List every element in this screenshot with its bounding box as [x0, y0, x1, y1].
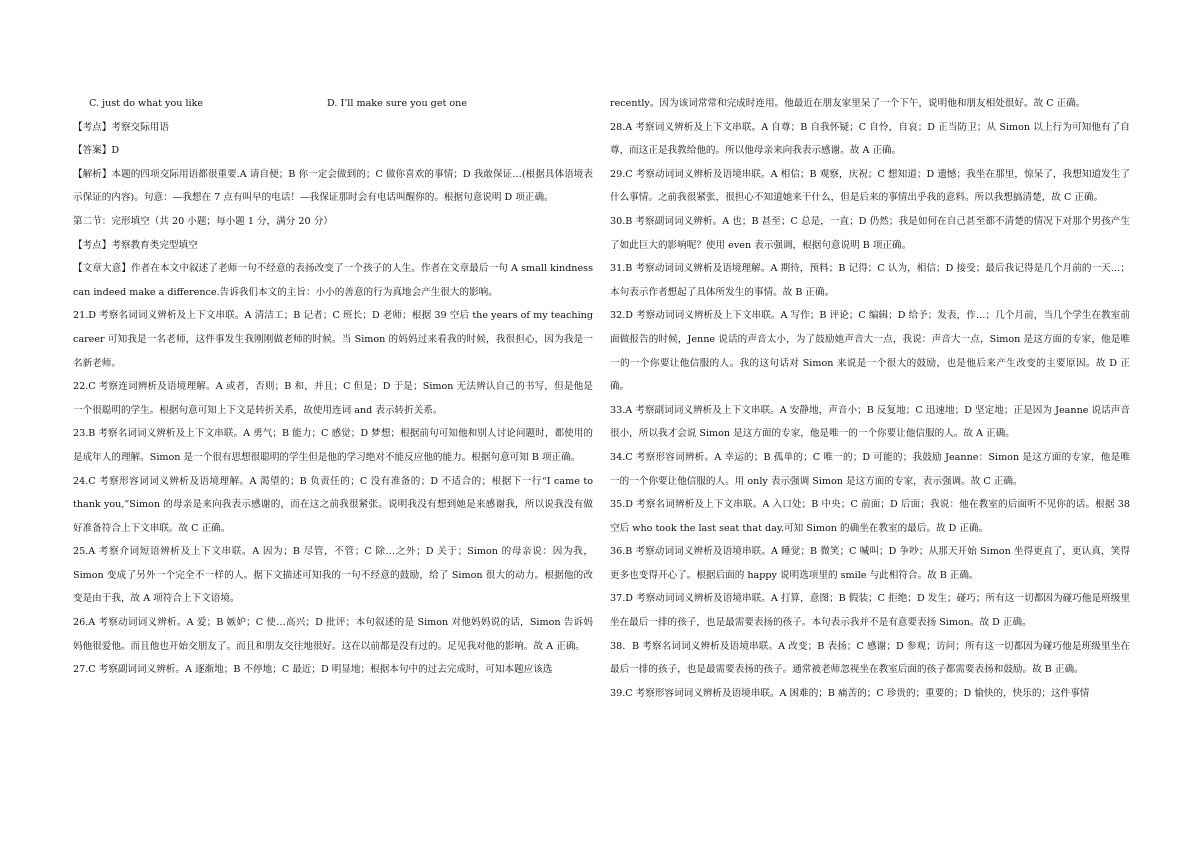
- answer-explanation: 29.C 考察动词词义辨析及语境串联。A 相信；B 观察，庆祝；C 想知道；D 遗憾；我坐在那里，惊呆了，我想知道发生了什么事情。之前我很紧张，很担心不知道她来干什么，但是后来的事情出乎我的意料。所以我想搞清楚，故 C 正确。: [610, 168, 1130, 204]
- option-c: C. just do what you like: [89, 98, 204, 109]
- right-column: [610, 92, 1130, 705]
- answer-explanation: 23.B 考察名词词义辨析及上下文串联。A 勇气；B 能力；C 感觉；D 梦想；根据前句可知他和别人讨论问题时，都使用的是成年人的理解。Simon 是一个很有思想很聪明的学生但是他的学习绝对不能反应他的能力。根据句意可知 B 项正确。: [73, 428, 593, 463]
- option-d: D. I’ll make sure you get one: [327, 98, 468, 109]
- answer-explanation: 34.C 考察形容词辨析。A 幸运的；B 孤单的；C 唯一的；D 可能的；我鼓励 Jeanne：Simon 是这方面的专家，他是唯一的一个你要让他信服的人。用 only 表示强调 Simon 是这方面的专家，表示强调。故 C 正确。: [610, 451, 1130, 487]
- answer-explanation: 35.D 考察名词辨析及上下文串联。A 入口处；B 中央；C 前面；D 后面；我说：他在教室的后面听不见你的话。根据 38 空后 who took the last seat that day.可知 Simon 的确坐在教室的最后。故 D 正确。: [610, 499, 1130, 534]
- answer-explanation: 21.D 考察名词词义辨析及上下文串联。A 清洁工；B 记者；C 班长；D 老师；根据 39 空后 the years of my teaching career 可知我是一名老师，这件事发生我刚刚做老师的时候。当 Simon 的妈妈过来看我的时候，我很担心，因为我是一名新老师。: [73, 310, 593, 369]
- answer-explanation: 38．B 考察名词词义辨析及语境串联。A 改变；B 表扬；C 感谢；D 参观；访问；所有这一切都因为碰巧他是班级里坐在最后一排的孩子，也是最需要表扬的孩子。通常被老师忽视坐在教室后面的孩子都需要表扬和鼓励。故 B 正确。: [610, 640, 1130, 676]
- left-column: [73, 92, 593, 682]
- section-heading: 第二节：完形填空（共 20 小题；每小题 1 分，满分 20 分）: [73, 215, 333, 227]
- paragraph: 【文章大意】作者在本文中叙述了老师一句不经意的表扬改变了一个孩子的人生。作者在文章最后一句 A small kindness can indeed make a difference.告诉我们本文的主旨：小小的善意的行为真地会产生很大的影响。: [73, 263, 593, 298]
- answer-explanation: 30.B 考察副词词义辨析。A 也；B 甚至；C 总是，一直；D 仍然；我是如何在自己甚至都不清楚的情况下对那个男孩产生了如此巨大的影响呢？使用 even 表示强调，根据句意说明 B 项正确。: [610, 215, 1130, 251]
- answer-explanation: recently。因为该词常常和完成时连用。他最近在朋友家里呆了一个下午，说明他和朋友相处很好。故 C 正确。: [610, 98, 1086, 109]
- answer-explanation: 27.C 考察副词词义辨析。A 逐渐地；B 不停地；C 最近；D 明显地；根据本句中的过去完成时，可知本题应该选: [73, 664, 553, 676]
- paragraph: 【考点】考察教育类完型填空: [73, 239, 198, 251]
- answer-explanation: 33.A 考察副词词义辨析及上下文串联。A 安静地，声音小；B 反复地；C 迅速地；D 坚定地；正是因为 Jeanne 说话声音很小，所以我才会说 Simon 是这方面的专家，他是唯一的一个你要让他信服的人。故 A 正确。: [610, 404, 1130, 440]
- paragraph: 【考点】考察交际用语: [73, 121, 169, 133]
- paragraph: 【解析】本题的四项交际用语都很重要.A 请自便；B 你一定会做到的；C 做你喜欢的事情；D 我敢保证…(根据具体语境表示保证的内容)。句意：—我想在 7 点有叫早的电话！—我保证那时会有电话叫醒你的。根据句意说明 D 项正确。: [73, 168, 594, 204]
- answer-explanation: 32.D 考察动词词义辨析及上下文串联。A 写作；B 评论；C 编辑；D 给予；发表，作…；几个月前，当几个学生在教室前面做报告的时候，Jenne 说话的声音太小，为了鼓励她声音大一点，我说：声音大一点，Simon 是这方面的专家，他是唯一的一个你要让他信服的人。我的这句话对 Simon 来说是一个很大的鼓励，也是他后来产生改变的主要原因。故 D 正确。: [610, 310, 1130, 393]
- answer-explanation: 28.A 考察词义辨析及上下文串联。A 自尊；B 自我怀疑；C 自怜，自哀；D 正当防卫；从 Simon 以上行为可知他有了自尊，而这正是我教给他的。所以他母亲来向我表示感谢。故 A 正确。: [610, 121, 1130, 157]
- answer-explanation: 36.B 考察动词词义辨析及语境串联。A 睡觉；B 微笑；C 喊叫；D 争吵；从那天开始 Simon 坐得更直了，更认真，笑得更多也变得开心了。根据后面的 happy 说明选项里的 smile 与此相符合。故 B 正确。: [610, 546, 1130, 581]
- answer-explanation: 31.B 考察动词词义辨析及语境理解。A 期待，预料；B 记得；C 认为，相信；D 接受；最后我记得是几个月前的一天…；本句表示作者想起了具体所发生的事情。故 B 正确。: [610, 263, 1130, 298]
- paragraph: 【答案】D: [73, 145, 120, 157]
- answer-explanation: 22.C 考察连词辨析及语境理解。A 或者，否则；B 和，并且；C 但是；D 于是；Simon 无法辨认自己的书写，但是他是一个很聪明的学生。根据句意可知上下文是转折关系，故使用连词 and 表示转折关系。: [73, 381, 593, 416]
- answer-options: [73, 92, 593, 116]
- answer-explanation: 37.D 考察动词词义辨析及语境串联。A 打算，意图；B 假装；C 拒绝；D 发生；碰巧；所有这一切都因为碰巧他是班级里坐在最后一排的孩子，也是最需要表扬的孩子。本句表示我并不是有意要表扬 Simon。故 D 正确。: [610, 593, 1130, 629]
- answer-explanation: 25.A 考察介词短语辨析及上下文串联。A 因为；B 尽管，不管；C 除…之外；D 关于；Simon 的母亲说：因为我，Simon 变成了另外一个完全不一样的人。据下文描述可知我的一句不经意的鼓励，给了 Simon 很大的动力。根据他的改变是由于我，故 A 项符合上下文语境。: [73, 546, 593, 605]
- answer-explanation: 24.C 考察形容词词义辨析及语境理解。A 渴望的；B 负责任的；C 没有准备的；D 不适合的；根据下一行“I came to thank you,”Simon 的母亲是来向我表示感谢的，而在这之前我很紧张。说明我没有想到她是来感谢我，所以说我没有做好准备符合上下文串联。故 C 正确。: [73, 475, 593, 534]
- answer-explanation: 39.C 考察形容词词义辨析及语境串联。A 困难的；B 痛苦的；C 珍贵的；重要的；D 愉快的，快乐的；这件事情: [610, 687, 1090, 699]
- answer-explanation: 26.A 考察动词词义辨析。A 爱；B 嫉妒；C 使…高兴；D 批评；本句叙述的是 Simon 对他妈妈说的话，Simon 告诉妈妈他很爱他。而且他也开始交朋友了。而且和朋友交往地很好。这在以前都是没有过的。足见我对他的影响。故 A 正确。: [73, 617, 593, 652]
